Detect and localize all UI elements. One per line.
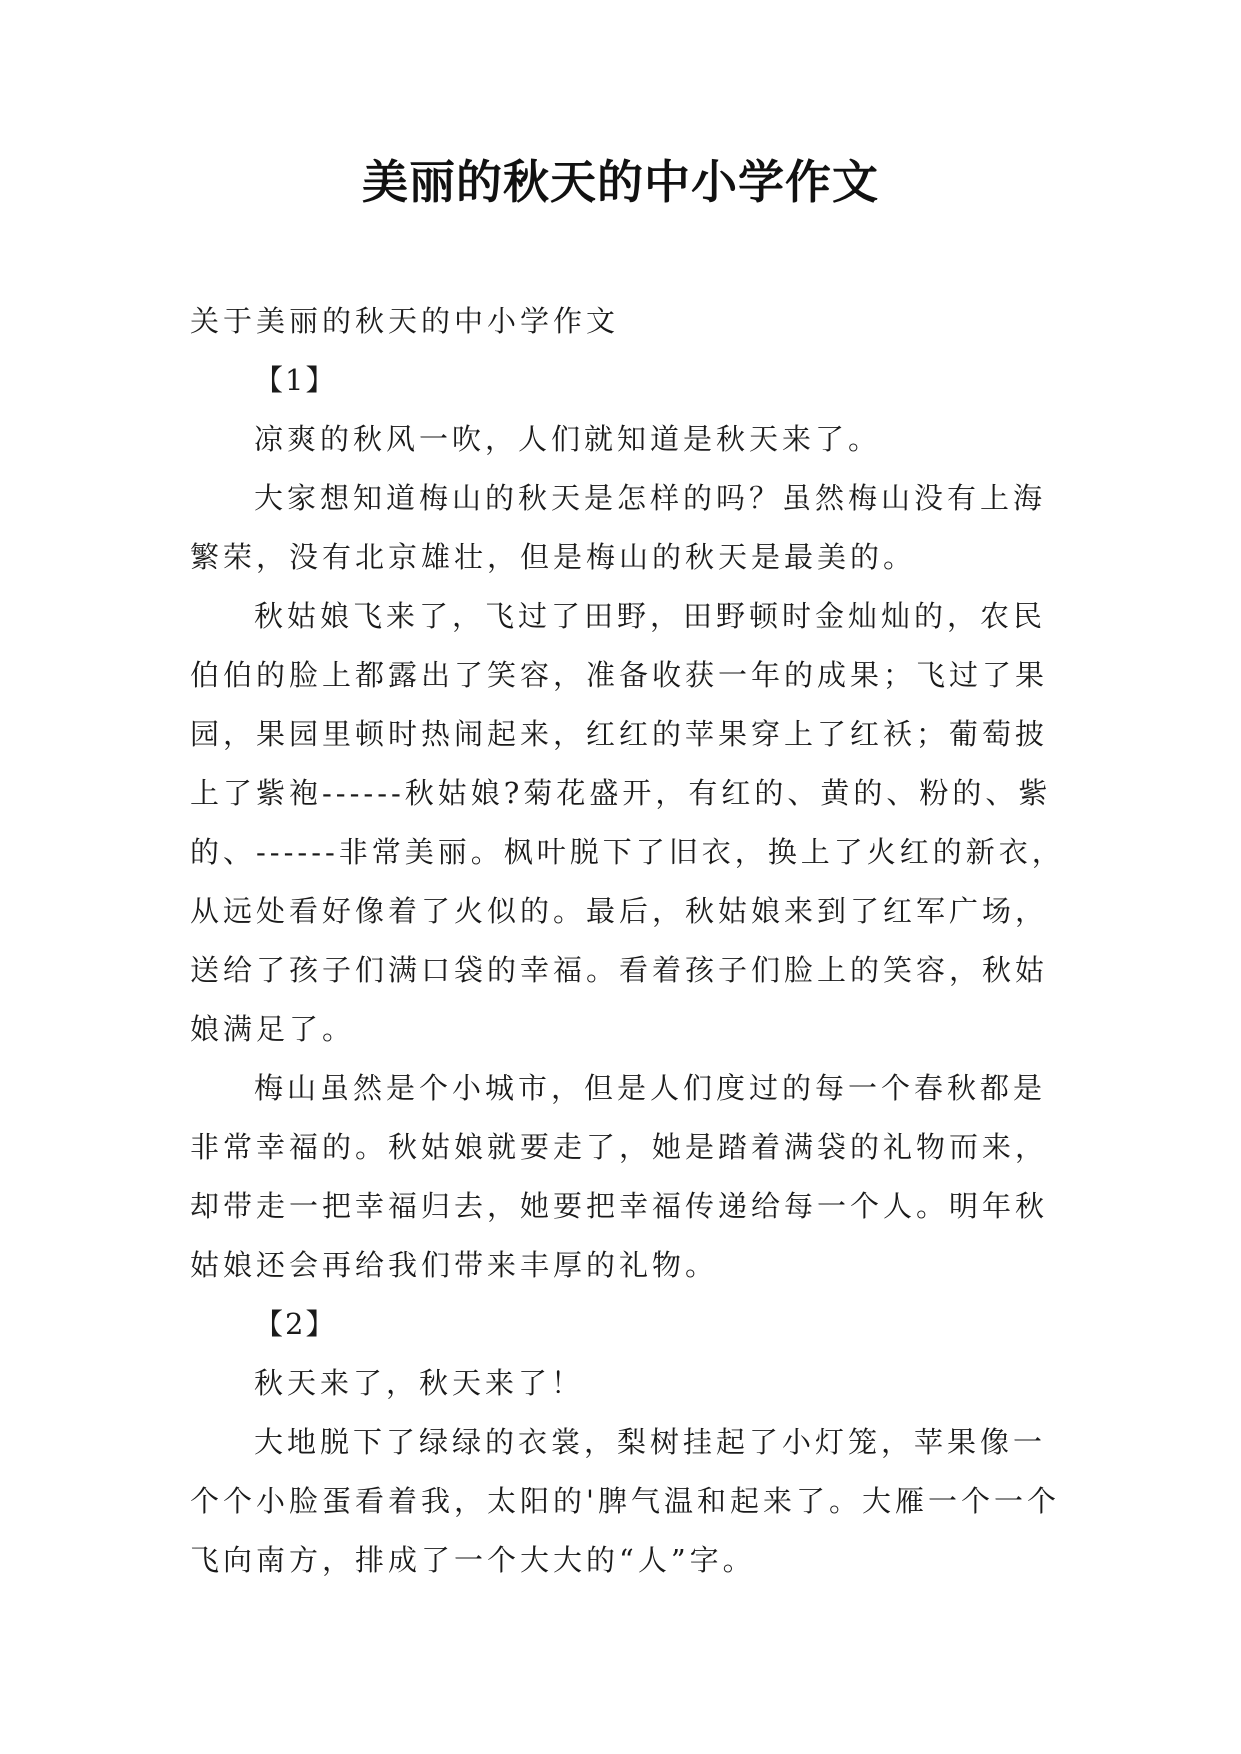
paragraph: 大家想知道梅山的秋天是怎样的吗？虽然梅山没有上海繁荣，没有北京雄壮，但是梅山的秋天是最美的。: [190, 481, 1047, 574]
document-body: [190, 292, 1070, 1590]
paragraph: 梅山虽然是个小城市，但是人们度过的每一个春秋都是非常幸福的。秋姑娘就要走了，她是踏着满袋的礼物而来，却带走一把幸福归去，她要把幸福传递给每一个人。明年秋姑娘还会再给我们带来丰厚的礼物。: [190, 1071, 1049, 1282]
paragraph: 秋姑娘飞来了，飞过了田野，田野顿时金灿灿的，农民伯伯的脸上都露出了笑容，准备收获一年的成果；飞过了果园，果园里顿时热闹起来，红红的苹果穿上了红袄；葡萄披上了紫袍------秋姑娘?菊花盛开，有红的、黄的、粉的、紫的、------非常美丽。枫叶脱下了旧衣，换上了火红的新衣，从远处看好像着了火似的。最后，秋姑娘来到了红军广场，送给了孩子们满口袋的幸福。看着孩子们脸上的笑容，秋姑娘满足了。: [190, 599, 1065, 1046]
document-title: 美丽的秋天的中小学作文: [362, 155, 879, 209]
section-marker-2: 【2】: [254, 1307, 337, 1341]
section-marker-1: 【1】: [254, 363, 337, 397]
paragraph: 大地脱下了绿绿的衣裳，梨树挂起了小灯笼，苹果像一个个小脸蛋看着我，太阳的'脾气温和起来了。大雁一个一个飞向南方，排成了一个大大的“人”字。: [190, 1425, 1060, 1577]
paragraph: 凉爽的秋风一吹，人们就知道是秋天来了。: [254, 422, 882, 456]
document-subtitle: 关于美丽的秋天的中小学作文: [190, 304, 620, 338]
paragraph: 秋天来了，秋天来了！: [254, 1366, 585, 1400]
